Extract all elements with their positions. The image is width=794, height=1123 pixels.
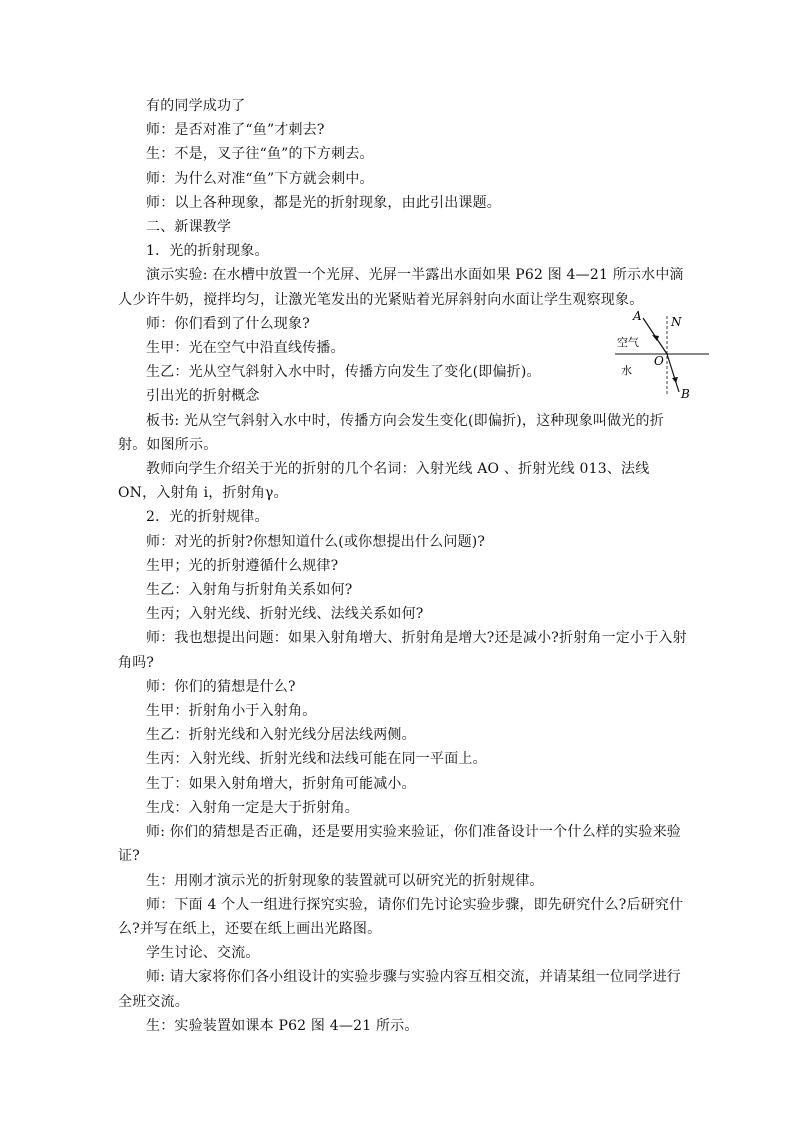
paragraph: 生甲：折射角小于入射角。	[146, 703, 317, 720]
lesson-text	[118, 94, 688, 1038]
refraction-diagram	[605, 308, 715, 398]
paragraph: 生丙；入射光线、折射光线、法线关系如何?	[146, 606, 424, 623]
paragraph: 生：不是，叉子往“鱼”的下方刺去。	[146, 146, 374, 163]
paragraph: 生：实验装置如课本 P62 图 4—21 所示。	[146, 1017, 419, 1034]
subsection-heading: 1．光的折射现象。	[146, 243, 269, 260]
paragraph: 师：你们的猜想是什么?	[146, 678, 296, 695]
paragraph: 师: 你们的猜想是否正确，还是要用实验来验证，你们准备设计一个什么样的实验来验证?	[118, 824, 681, 865]
paragraph: 演示实验: 在水槽中放置一个光屏、光屏一半露出水面如果 P62 图 4—21 所示水中滴人少许牛奶，搅拌均匀，让激光笔发出的光紧贴着光屏斜射向水面让学生观察现象。	[118, 267, 684, 308]
paragraph: 有的同学成功了	[146, 98, 246, 114]
paragraph: 师：你们看到了什么现象?	[146, 315, 310, 332]
refracted-ray	[667, 354, 679, 392]
label-air: 空气	[617, 336, 639, 349]
subsection-heading: 2．光的折射规律。	[146, 509, 269, 526]
section-heading: 二、新课教学	[146, 219, 232, 236]
label-water: 水	[621, 364, 632, 377]
paragraph: 生乙：折射光线和入射光线分居法线两侧。	[146, 727, 416, 744]
paragraph: 学生讨论、交流。	[146, 945, 260, 962]
paragraph: 生丙：入射光线、折射光线和法线可能在同一平面上。	[146, 751, 487, 768]
paragraph: 师：以上各种现象，都是光的折射现象，由此引出课题。	[146, 194, 501, 211]
paragraph: 生甲；光的折射遵循什么规律?	[146, 557, 339, 574]
paragraph: 生：用刚才演示光的折射现象的装置就可以研究光的折射规律。	[146, 872, 544, 889]
paragraph: 师：我也想提出问题：如果入射角增大、折射角是增大?还是减小?折射角一定小于入射角吗?	[118, 630, 687, 671]
paragraph: 生乙：光从空气斜射入水中时，传播方向发生了变化(即偏折)。	[146, 364, 541, 381]
paragraph: 生戊：入射角一定是大于折射角。	[146, 799, 359, 816]
paragraph: 师：是否对准了“鱼”才刺去?	[146, 122, 325, 139]
paragraph: 师: 请大家将你们各小组设计的实验步骤与实验内容互相交流，并请某组一位同学进行全班交流。	[118, 969, 681, 1010]
label-n: N	[671, 315, 682, 329]
paragraph: 板书: 光从空气斜射入水中时，传播方向会发生变化(即偏折)，这种现象叫做光的折射。如图所示。	[118, 412, 664, 453]
paragraph: 师：为什么对准“鱼”下方就会刺中。	[146, 170, 374, 187]
paragraph: 生丁：如果入射角增大，折射角可能减小。	[146, 775, 416, 792]
refracted-arrow-icon	[672, 377, 678, 383]
label-o: O	[654, 354, 664, 368]
label-b: B	[681, 387, 690, 398]
paragraph: 生甲：光在空气中沿直线传播。	[146, 340, 345, 357]
paragraph: 生乙：入射角与折射角关系如何?	[146, 582, 353, 599]
paragraph: 师：下面 4 个人一组进行探究实验，请你们先讨论实验步骤，即先研究什么?后研究什么?并写在纸上，还要在纸上画出光路图。	[118, 896, 684, 937]
paragraph: 引出光的折射概念	[146, 388, 260, 405]
paragraph: 师：对光的折射?你想知道什么(或你想提出什么问题)?	[146, 533, 486, 550]
label-a: A	[633, 309, 642, 323]
paragraph: 教师向学生介绍关于光的折射的几个名词：入射光线 AO 、折射光线 013、法线 ON，入射角 i，折射角γ。	[118, 461, 650, 502]
